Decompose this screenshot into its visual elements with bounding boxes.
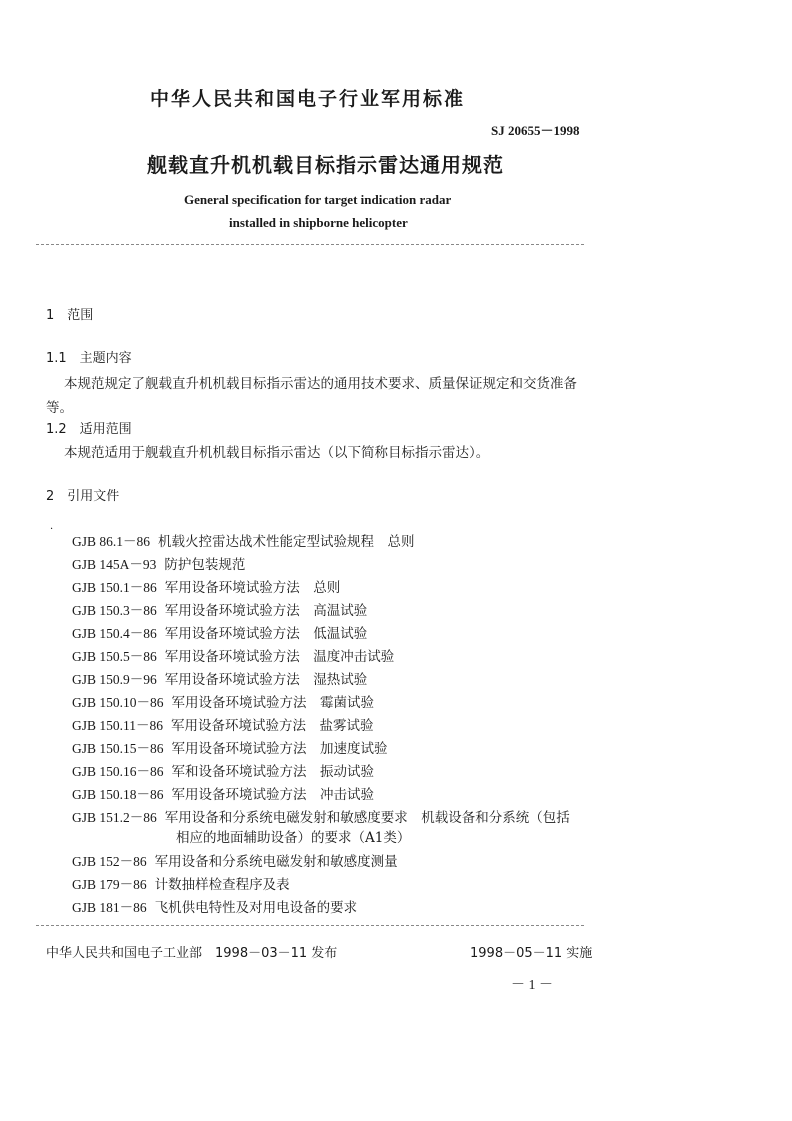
reference-code: GJB 179－86	[72, 877, 147, 892]
reference-item	[72, 599, 367, 619]
reference-title: 军用设备环境试验方法 冲击试验	[171, 787, 375, 803]
reference-code: GJB 181－86	[72, 900, 147, 915]
footer-divider	[36, 925, 584, 926]
reference-title: 军用设备环境试验方法 低温试验	[164, 626, 368, 642]
page-number: － 1 －	[511, 978, 553, 993]
reference-item	[72, 622, 367, 642]
english-title-line-1: General specification for target indication radar	[184, 192, 452, 207]
reference-title: 军和设备环境试验方法 振动试验	[171, 764, 375, 780]
list-marker: ·	[50, 524, 54, 535]
reference-title: 计数抽样检查程序及表	[154, 877, 290, 893]
reference-title: 军用设备环境试验方法 盐雾试验	[171, 718, 374, 734]
reference-item	[72, 691, 374, 711]
reference-item	[72, 714, 374, 734]
reference-item	[72, 760, 374, 780]
reference-item	[72, 783, 374, 803]
reference-code: GJB 150.10－86	[72, 695, 164, 710]
section-1-2-heading: 1.2 适用范围	[46, 422, 132, 437]
reference-code: GJB 145A－93	[72, 557, 157, 572]
reference-code: GJB 150.3－86	[72, 603, 157, 618]
reference-item	[72, 530, 415, 550]
header-divider	[36, 244, 584, 245]
reference-code: GJB 152－86	[72, 854, 147, 869]
reference-title: 飞机供电特性及对用电设备的要求	[154, 900, 358, 916]
reference-code: GJB 151.2－86	[72, 810, 157, 825]
reference-item	[72, 645, 394, 665]
reference-item	[72, 668, 367, 688]
reference-title: 防护包装规范	[164, 557, 246, 573]
reference-item	[72, 553, 245, 573]
reference-title: 机载火控雷达战术性能定型试验规程 总则	[158, 534, 415, 550]
reference-title: 军用设备环境试验方法 高温试验	[164, 603, 368, 619]
reference-title: 军用设备和分系统电磁发射和敏感度要求 机载设备和分系统（包括	[164, 810, 570, 826]
section-1-1-body-line-1: 本规范规定了舰载直升机机载目标指示雷达的通用技术要求、质量保证规定和交货准备	[64, 376, 577, 392]
effective-date: 1998－05－11 实施	[470, 946, 593, 961]
reference-code: GJB 150.11－86	[72, 718, 164, 733]
reference-code: GJB 150.16－86	[72, 764, 164, 779]
section-1-2-body: 本规范适用于舰载直升机机载目标指示雷达（以下简称目标指示雷达）。	[64, 445, 490, 461]
issuer-line: 中华人民共和国电子工业部 1998－03－11 发布	[46, 946, 338, 961]
org-title: 中华人民共和国电子行业军用标准	[150, 88, 466, 110]
reference-item	[72, 873, 290, 893]
reference-code: GJB 150.15－86	[72, 741, 164, 756]
reference-title: 军用设备环境试验方法 霉菌试验	[171, 695, 375, 711]
reference-title-continuation: 相应的地面辅助设备）的要求（A1类）	[176, 830, 411, 846]
reference-code: GJB 150.18－86	[72, 787, 164, 802]
reference-code: GJB 150.4－86	[72, 626, 157, 641]
reference-item	[72, 737, 388, 757]
reference-title: 军用设备环境试验方法 总则	[164, 580, 341, 596]
english-title-line-2: installed in shipborne helicopter	[229, 215, 408, 230]
reference-title: 军用设备环境试验方法 温度冲击试验	[164, 649, 395, 665]
reference-title: 军用设备环境试验方法 加速度试验	[171, 741, 388, 757]
reference-item	[72, 576, 340, 596]
section-1-1-heading: 1.1 主题内容	[46, 351, 132, 366]
section-2-heading: 2 引用文件	[46, 489, 120, 504]
reference-title: 军用设备环境试验方法 湿热试验	[164, 672, 368, 688]
reference-item	[72, 850, 398, 870]
reference-title: 军用设备和分系统电磁发射和敏感度测量	[154, 854, 398, 870]
section-1-1-body-line-2: 等。	[46, 400, 73, 416]
reference-code: GJB 86.1－86	[72, 534, 151, 549]
reference-code: GJB 150.5－86	[72, 649, 157, 664]
reference-code: GJB 150.9－96	[72, 672, 157, 687]
standard-code: SJ 20655－1998	[491, 123, 580, 138]
section-1-heading: 1 范围	[46, 308, 94, 323]
document-title: 舰载直升机机载目标指示雷达通用规范	[147, 153, 504, 177]
reference-item	[72, 896, 357, 916]
reference-item	[72, 806, 570, 826]
reference-code: GJB 150.1－86	[72, 580, 157, 595]
